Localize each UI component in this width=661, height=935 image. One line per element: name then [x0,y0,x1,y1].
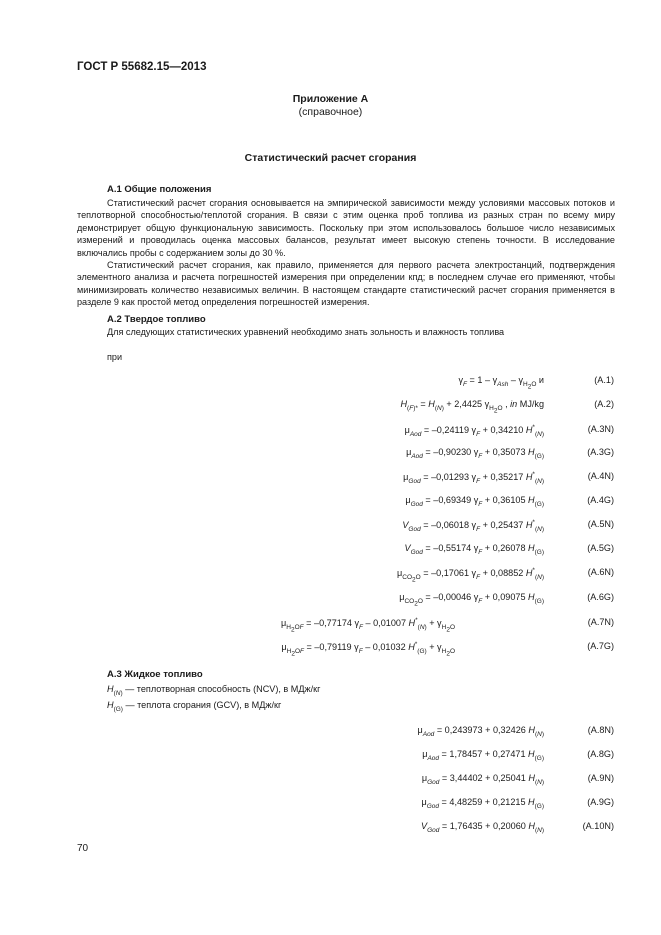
equation-number: (А.10N) [582,821,614,831]
equation-a10n: $V_{God} = 1,76435 + 0,20060$ $H_{(N)}$ [421,821,544,834]
equation-a3n: $\mu_{Aod} = -0,24119$ $\gamma_F + 0,34210$ $H^*_{(N)}$ [404,424,544,438]
equation-a6g: $\mu_{CO_2O} = -0,00046$ $\gamma_F + 0,09075$ $H_{(G)}$ [399,592,544,608]
paragraph-a2-2: при [107,352,123,362]
appendix-note: (справочное) [298,106,363,118]
equation-number: (А.5N) [587,519,614,529]
equation-number: (А.3N) [587,424,614,434]
equation-number: (А.1) [594,375,614,385]
equation-number: (А.4N) [587,471,614,481]
equation-number: (А.5G) [587,543,614,553]
page-title: Статистический расчет сгорания [244,152,417,164]
section-heading-a3: А.3 Жидкое топливо [107,669,203,680]
equation-a3g: $\mu_{Aod} = -0,90230$ $\gamma_F + 0,35073$ $H_{(G)}$ [406,447,544,460]
equation-number: (А.3G) [587,447,614,457]
paragraph-a2-1: Для следующих статистических уравнений необходимо знать зольность и влажность топлива [107,327,505,337]
equation-a4n: $\mu_{God} = -0,01293$ $\gamma_F + 0,35217$ $H^*_{(N)}$ [403,471,544,485]
equation-number: (А.8N) [587,725,614,735]
section-heading-a1: А.1 Общие положения [107,184,212,195]
equation-a7n: $\mu_{H_2OF} = -0,77174$ $\gamma_F - 0,01007$ $H^*_{(N)} + \gamma_{H_2O}$ [281,617,455,634]
equation-a1: $\gamma_F = 1 - \gamma_{Ash} - \gamma_{H_2O}$ и [458,375,544,391]
equation-number: (А.8G) [587,749,614,759]
equation-number: (А.6G) [587,592,614,602]
equation-a8n: $\mu_{Aod} = 0,243973 + 0,32426$ $H_{(N)}$ [417,725,544,738]
equation-a9n: $\mu_{God} = 3,44402 + 0,25041$ $H_{(N)}$ [421,773,544,786]
equation-a8g: $\mu_{Aod} = 1,78457 + 0,27471$ $H_{(G)}$ [422,749,544,762]
definition-gcv-text: — теплота сгорания (GCV), в МДж/кг [122,700,282,710]
definition-ncv-text: — теплотворная способность (NCV), в МДж/кг [122,684,321,694]
paragraph-a1-2: Статистический расчет сгорания, как правило, применяется для первого расчета электростанций, подтверждения элементного анализа и расчета погрешностей измерения при определении кпд; в последнем случае его применяют, чтобы минимизировать количество независимых величин. В настоящем стандарте статистический расчет сгорания применяется в разделе 9 как простой метод определения погрешностей измерения. [77,260,615,308]
equation-number: (А.7N) [587,617,614,627]
equation-a2: $H_{(F)*} = H_{(N)} + 2,4425$ $\gamma_{H_2O}$ , in MJ/kg [400,399,544,415]
page-number: 70 [77,843,89,854]
paragraph-a1-1: Статистический расчет сгорания основывается на эмпирической зависимости между условиями массовых потоков и теплотворной способностью/теплотой сгорания. В связи с этим оценка проб топлива из разных стран по всему миру демонстрирует общую функциональную зависимость. Поскольку при этом использовалось большое число независимых измерений и проводилась оценка массовых балансов, результат имеет высокую степень точности. В исследование включались пробы с содержанием золы до 30 %. [77,198,615,258]
equation-a6n: $\mu_{CO_2O} = -0,17061$ $\gamma_F + 0,08852$ $H^*_{(N)}$ [397,567,544,584]
definition-ncv: $H_{(N)}$ — теплотворная способность (NCV), в МДж/кг [107,684,321,697]
section-heading-a2: А.2 Твердое топливо [107,314,206,325]
equation-a5g: $V_{God} = -0,55174$ $\gamma_F + 0,26078$ $H_{(G)}$ [404,543,544,556]
equation-a5n: $V_{God} = -0,06018$ $\gamma_F + 0,25437$ $H^*_{(N)}$ [402,519,544,533]
equation-number: (А.6N) [587,567,614,577]
equation-number: (А.7G) [587,641,614,651]
equation-a7g: $\mu_{H_2OF} = -0,79119$ $\gamma_F - 0,01032$ $H^*_{(G)} + \gamma_{H_2O}$ [281,641,455,658]
equation-number: (А.4G) [587,495,614,505]
equation-number: (А.9G) [587,797,614,807]
equation-a9g: $\mu_{God} = 4,48259 + 0,21215$ $H_{(G)}$ [421,797,544,810]
document-header: ГОСТ Р 55682.15—2013 [77,61,207,73]
definition-gcv: $H_{(G)}$ — теплота сгорания (GCV), в МДж/кг [107,700,282,713]
equation-a4g: $\mu_{God} = -0,69349$ $\gamma_F + 0,36105$ $H_{(G)}$ [405,495,544,508]
equation-number: (А.2) [594,399,614,409]
equation-number: (А.9N) [587,773,614,783]
appendix-title: Приложение А [292,93,369,105]
